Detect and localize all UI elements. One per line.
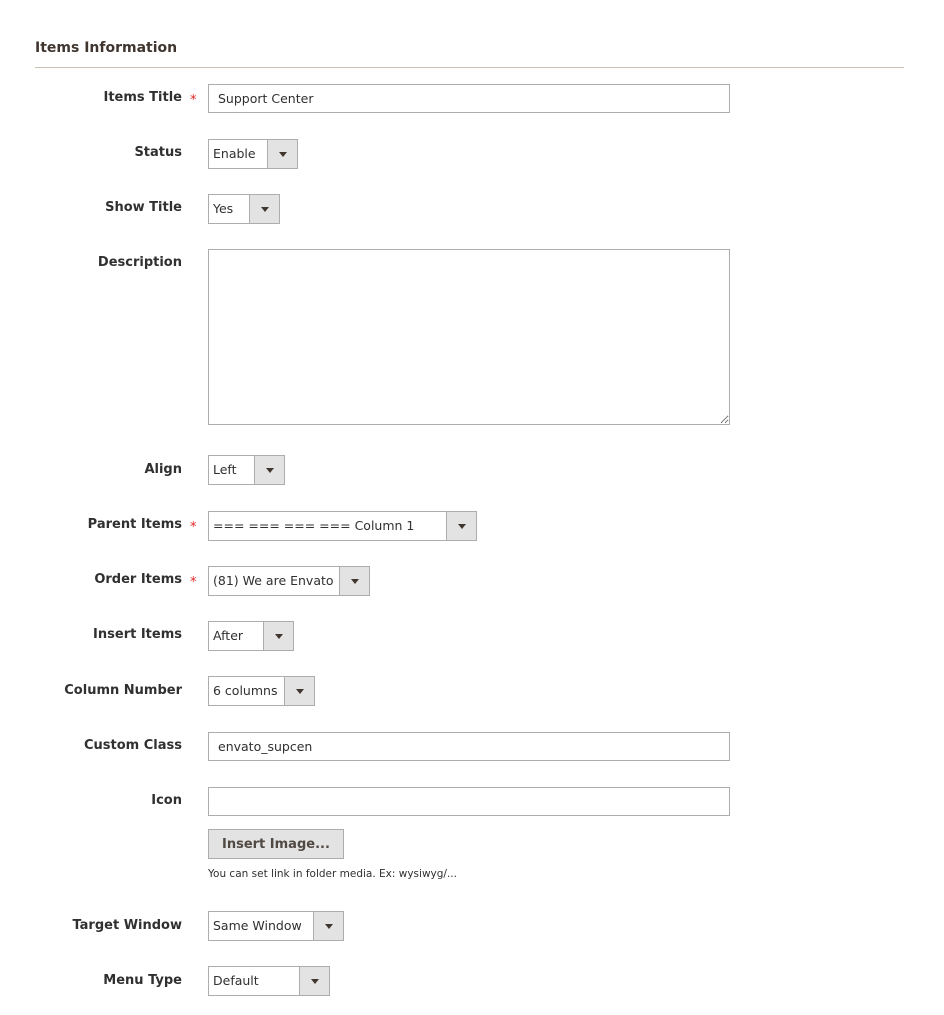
chevron-down-icon (267, 140, 297, 168)
target-window-select-value: Same Window (213, 918, 302, 933)
chevron-down-icon (254, 456, 284, 484)
custom-class-input[interactable] (208, 732, 730, 761)
target-window-select[interactable] (208, 911, 344, 941)
column-number-select-value: 6 columns (213, 683, 278, 698)
show-title-select-value: Yes (213, 201, 234, 216)
align-label: Align (144, 462, 182, 477)
chevron-down-icon (299, 967, 329, 995)
insert-items-label: Insert Items (93, 627, 182, 642)
parent-items-label: Parent Items (87, 517, 182, 532)
custom-class-label: Custom Class (84, 738, 182, 753)
section-title: Items Information (35, 40, 178, 56)
chevron-down-icon (263, 622, 293, 650)
show-title-label: Show Title (105, 200, 182, 215)
target-window-label: Target Window (72, 918, 182, 933)
insert-image-button[interactable]: Insert Image... (208, 829, 344, 859)
insert-items-select-value: After (213, 628, 244, 643)
chevron-down-icon (313, 912, 343, 940)
description-textarea[interactable] (208, 249, 730, 425)
order-items-label: Order Items (94, 572, 182, 587)
description-label: Description (97, 255, 182, 270)
menu-type-label: Menu Type (103, 973, 182, 988)
chevron-down-icon (249, 195, 279, 223)
align-select[interactable] (208, 455, 285, 485)
parent-items-select-value: === === === === Column 1 (213, 518, 415, 533)
chevron-down-icon (284, 677, 314, 705)
align-select-value: Left (213, 462, 237, 477)
icon-label: Icon (151, 793, 182, 808)
status-select-value: Enable (213, 146, 256, 161)
section-divider (35, 67, 904, 68)
insert-items-select[interactable] (208, 621, 294, 651)
items-title-required-icon: * (190, 93, 197, 108)
order-items-required-icon: * (190, 575, 197, 590)
items-title-input[interactable] (208, 84, 730, 113)
chevron-down-icon (446, 512, 476, 540)
order-items-select[interactable] (208, 566, 370, 596)
icon-input[interactable] (208, 787, 730, 816)
parent-items-select[interactable] (208, 511, 477, 541)
status-select[interactable] (208, 139, 298, 169)
parent-items-required-icon: * (190, 520, 197, 535)
column-number-label: Column Number (64, 683, 182, 698)
chevron-down-icon (339, 567, 369, 595)
menu-type-select[interactable] (208, 966, 330, 996)
column-number-select[interactable] (208, 676, 315, 706)
menu-type-select-value: Default (213, 973, 259, 988)
icon-field-note: You can set link in folder media. Ex: wysiwyg/... (208, 868, 457, 880)
status-label: Status (134, 145, 182, 160)
items-title-label: Items Title (103, 90, 182, 105)
show-title-select[interactable] (208, 194, 280, 224)
order-items-select-value: (81) We are Envato (213, 573, 334, 588)
